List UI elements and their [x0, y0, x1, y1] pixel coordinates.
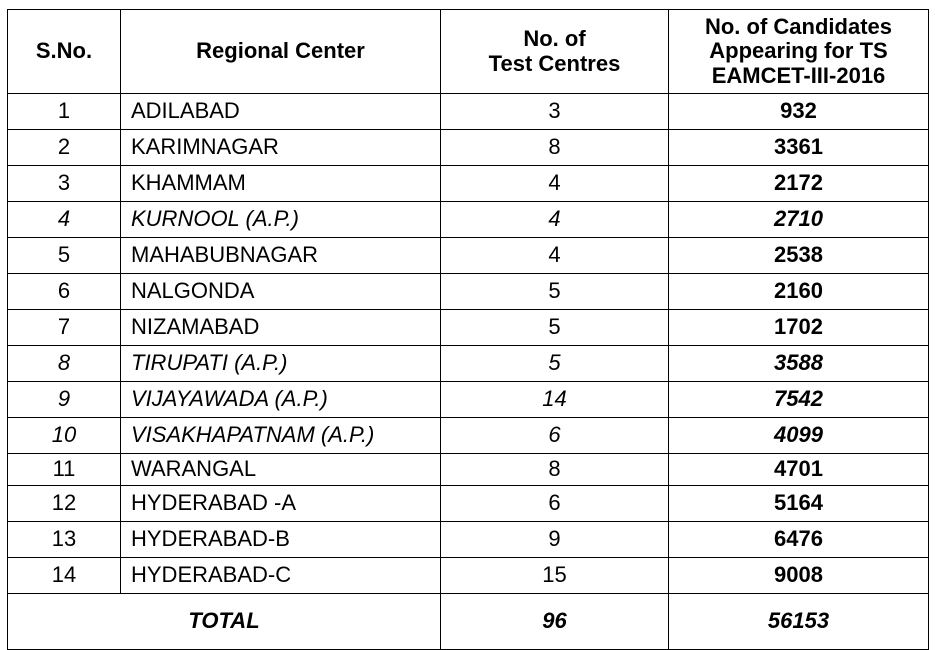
row-sno: 9 [8, 382, 121, 418]
table-row [8, 310, 929, 346]
row-region: KHAMMAM [121, 166, 441, 202]
row-candidates: 4099 [669, 418, 929, 454]
row-centres: 8 [441, 130, 669, 166]
row-sno: 5 [8, 238, 121, 274]
row-sno: 14 [8, 558, 121, 594]
row-sno: 13 [8, 522, 121, 558]
table-row [8, 382, 929, 418]
row-centres: 4 [441, 238, 669, 274]
table-row [8, 346, 929, 382]
row-region: WARANGAL [121, 454, 441, 486]
row-centres: 9 [441, 522, 669, 558]
row-candidates: 9008 [669, 558, 929, 594]
table-body [8, 94, 929, 650]
row-sno: 3 [8, 166, 121, 202]
row-sno: 1 [8, 94, 121, 130]
row-region: TIRUPATI (A.P.) [121, 346, 441, 382]
row-candidates: 3588 [669, 346, 929, 382]
row-region: HYDERABAD -A [121, 486, 441, 522]
table-row [8, 94, 929, 130]
row-candidates: 2172 [669, 166, 929, 202]
row-centres: 14 [441, 382, 669, 418]
row-centres: 6 [441, 486, 669, 522]
total-candidates: 56153 [669, 594, 929, 650]
table-row [8, 454, 929, 486]
header-row [8, 10, 929, 94]
row-centres: 4 [441, 166, 669, 202]
table-row [8, 418, 929, 454]
table-row [8, 130, 929, 166]
row-candidates: 6476 [669, 522, 929, 558]
row-region: HYDERABAD-B [121, 522, 441, 558]
row-centres: 5 [441, 346, 669, 382]
row-centres: 4 [441, 202, 669, 238]
row-centres: 3 [441, 94, 669, 130]
row-region: KURNOOL (A.P.) [121, 202, 441, 238]
row-region: VIJAYAWADA (A.P.) [121, 382, 441, 418]
table-row [8, 238, 929, 274]
header-sno: S.No. [8, 10, 121, 94]
row-centres: 6 [441, 418, 669, 454]
row-candidates: 2160 [669, 274, 929, 310]
total-centres: 96 [441, 594, 669, 650]
candidates-table [7, 9, 929, 650]
row-candidates: 2710 [669, 202, 929, 238]
row-sno: 8 [8, 346, 121, 382]
row-region: VISAKHAPATNAM (A.P.) [121, 418, 441, 454]
row-candidates: 5164 [669, 486, 929, 522]
row-sno: 12 [8, 486, 121, 522]
table-row [8, 558, 929, 594]
row-sno: 2 [8, 130, 121, 166]
row-region: KARIMNAGAR [121, 130, 441, 166]
table-row [8, 202, 929, 238]
table-row [8, 486, 929, 522]
total-row [8, 594, 929, 650]
table-row [8, 274, 929, 310]
row-sno: 7 [8, 310, 121, 346]
header-centres: No. of Test Centres [441, 10, 669, 94]
table-row [8, 166, 929, 202]
row-candidates: 2538 [669, 238, 929, 274]
row-region: ADILABAD [121, 94, 441, 130]
row-region: HYDERABAD-C [121, 558, 441, 594]
table-row [8, 522, 929, 558]
row-region: NIZAMABAD [121, 310, 441, 346]
row-sno: 10 [8, 418, 121, 454]
row-candidates: 932 [669, 94, 929, 130]
row-centres: 5 [441, 310, 669, 346]
row-candidates: 1702 [669, 310, 929, 346]
total-label: TOTAL [8, 594, 441, 650]
row-candidates: 3361 [669, 130, 929, 166]
row-centres: 8 [441, 454, 669, 486]
row-candidates: 4701 [669, 454, 929, 486]
row-candidates: 7542 [669, 382, 929, 418]
row-region: NALGONDA [121, 274, 441, 310]
row-sno: 4 [8, 202, 121, 238]
row-centres: 5 [441, 274, 669, 310]
row-region: MAHABUBNAGAR [121, 238, 441, 274]
header-candidates: No. of Candidates Appearing for TS EAMCET-III-2016 [669, 10, 929, 94]
row-sno: 6 [8, 274, 121, 310]
row-sno: 11 [8, 454, 121, 486]
header-region: Regional Center [121, 10, 441, 94]
row-centres: 15 [441, 558, 669, 594]
